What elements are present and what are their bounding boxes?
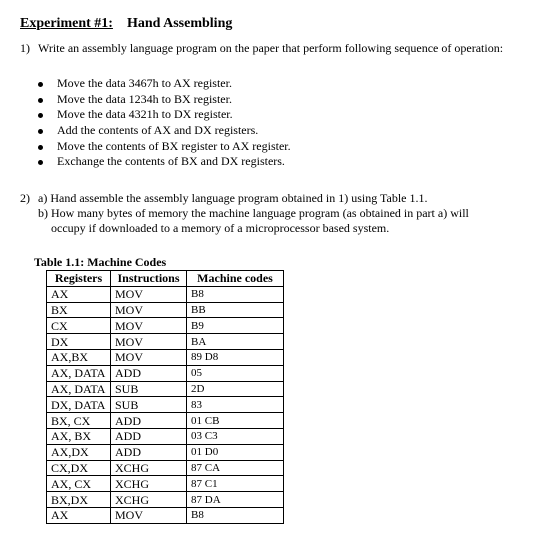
table-row [47, 444, 284, 460]
instruction-cell: ADD [111, 444, 187, 460]
table-row [47, 381, 284, 397]
table-row [47, 428, 284, 444]
register-cell: AX [47, 507, 111, 523]
table-row [47, 318, 284, 334]
table-row [47, 302, 284, 318]
list-item: Exchange the contents of BX and DX registers. [36, 154, 291, 170]
instruction-cell: MOV [111, 318, 187, 334]
question-2-part-b-line1: b) How many bytes of memory the machine language program (as obtained in part a) will [38, 206, 469, 220]
table-row [47, 413, 284, 429]
table-row [47, 334, 284, 350]
question-2-part-a: a) Hand assemble the assembly language program obtained in 1) using Table 1.1. [38, 191, 428, 205]
header-instructions: Instructions [111, 271, 187, 287]
table-row [47, 476, 284, 492]
table-caption: Table 1.1: Machine Codes [34, 255, 167, 269]
instruction-cell: XCHG [111, 476, 187, 492]
question-2 [20, 191, 520, 236]
machine-code-cell: 89 D8 [187, 349, 284, 365]
instruction-cell: MOV [111, 349, 187, 365]
instruction-cell: MOV [111, 334, 187, 350]
machine-code-cell: 83 [187, 397, 284, 413]
register-cell: CX [47, 318, 111, 334]
table-row [47, 349, 284, 365]
question-1-number: 1) [20, 41, 30, 55]
table-row [47, 460, 284, 476]
question-1 [20, 41, 520, 56]
register-cell: DX, DATA [47, 397, 111, 413]
machine-code-cell: 05 [187, 365, 284, 381]
table-row [47, 397, 284, 413]
register-cell: AX [47, 286, 111, 302]
header-registers: Registers [47, 271, 111, 287]
question-1-text: Write an assembly language program on the paper that perform following sequence of operation: [38, 41, 504, 55]
experiment-name: Hand Assembling [126, 16, 233, 31]
register-cell: AX,BX [47, 349, 111, 365]
machine-code-cell: 01 D0 [187, 444, 284, 460]
machine-code-cell: BB [187, 302, 284, 318]
machine-code-cell: B9 [187, 318, 284, 334]
instruction-cell: MOV [111, 507, 187, 523]
machine-code-cell: B8 [187, 507, 284, 523]
instruction-cell: XCHG [111, 460, 187, 476]
header-machine-codes: Machine codes [187, 271, 284, 287]
table-row [47, 492, 284, 508]
machine-code-cell: BA [187, 334, 284, 350]
list-item: Move the data 4321h to DX register. [36, 107, 291, 123]
experiment-number: Experiment #1: [20, 16, 113, 31]
question-2-number: 2) [20, 191, 30, 205]
machine-code-cell: 03 C3 [187, 428, 284, 444]
document-title [20, 16, 232, 32]
instruction-cell: XCHG [111, 492, 187, 508]
register-cell: AX, DATA [47, 365, 111, 381]
register-cell: AX, DATA [47, 381, 111, 397]
machine-code-cell: B8 [187, 286, 284, 302]
register-cell: BX [47, 302, 111, 318]
register-cell: AX,DX [47, 444, 111, 460]
instruction-cell: ADD [111, 428, 187, 444]
operation-list [36, 76, 291, 170]
list-item: Add the contents of AX and DX registers. [36, 123, 291, 139]
table-row [47, 507, 284, 523]
machine-codes-table [46, 270, 284, 524]
register-cell: CX,DX [47, 460, 111, 476]
list-item: Move the data 1234h to BX register. [36, 92, 291, 108]
register-cell: AX, CX [47, 476, 111, 492]
instruction-cell: MOV [111, 302, 187, 318]
register-cell: DX [47, 334, 111, 350]
list-item: Move the data 3467h to AX register. [36, 76, 291, 92]
table-row [47, 286, 284, 302]
instruction-cell: ADD [111, 365, 187, 381]
register-cell: BX, CX [47, 413, 111, 429]
register-cell: BX,DX [47, 492, 111, 508]
instruction-cell: MOV [111, 286, 187, 302]
instruction-cell: SUB [111, 381, 187, 397]
table-row [47, 365, 284, 381]
machine-code-cell: 2D [187, 381, 284, 397]
machine-code-cell: 87 C1 [187, 476, 284, 492]
list-item: Move the contents of BX register to AX register. [36, 139, 291, 155]
question-2-part-b-line2: occupy if downloaded to a memory of a microprocessor based system. [51, 221, 390, 235]
machine-code-cell: 01 CB [187, 413, 284, 429]
table-header-row [47, 271, 284, 287]
instruction-cell: ADD [111, 413, 187, 429]
register-cell: AX, BX [47, 428, 111, 444]
machine-code-cell: 87 DA [187, 492, 284, 508]
instruction-cell: SUB [111, 397, 187, 413]
machine-code-cell: 87 CA [187, 460, 284, 476]
